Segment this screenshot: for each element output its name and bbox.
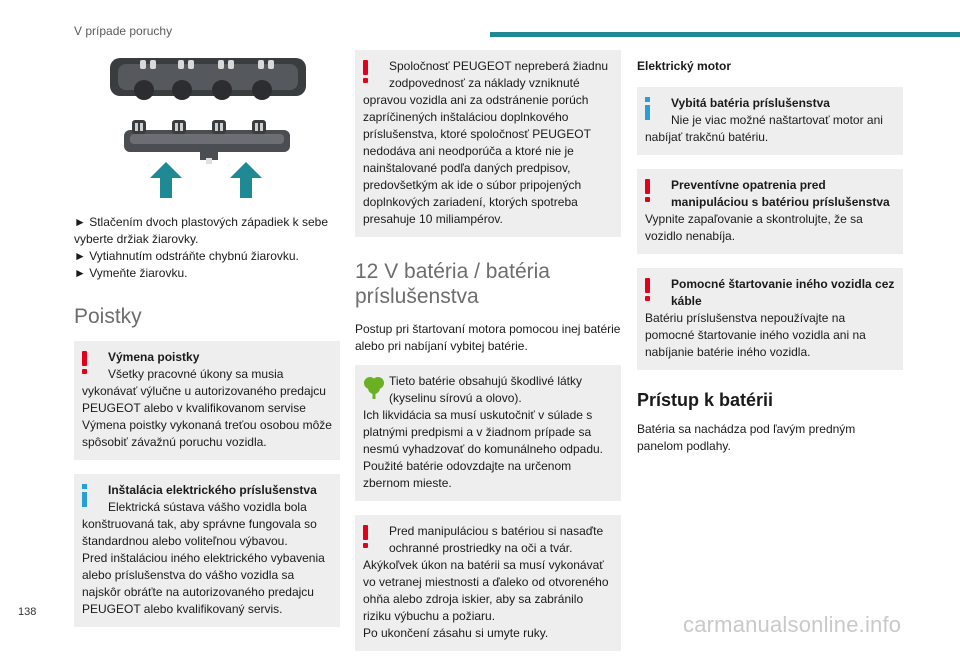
box-title: Preventívne opatrenia pred manipuláciou s batériou príslušenstva — [671, 178, 890, 209]
section-title-battery: 12 V batéria / batéria príslušenstva — [355, 260, 550, 308]
box-title: Pomocné štartovanie iného vozidla cez káble — [671, 277, 895, 308]
heading-battery-access: Prístup k batérii — [637, 390, 774, 410]
warning-icon — [645, 278, 650, 300]
step-item: ► Vymeňte žiarovku. — [74, 266, 188, 280]
box-text: Pred inštaláciou iného elektrického vybavenia alebo príslušenstva do vášho vozidla sa najskôr obráťte na autorizovaného predajcu PEUGEOT alebo kvalifikovaný servis. — [82, 551, 325, 616]
warning-icon — [645, 179, 650, 201]
environment-box-battery-disposal — [355, 365, 621, 501]
warning-box-battery-handling — [355, 515, 621, 651]
box-title: Vybitá batéria príslušenstva — [671, 96, 830, 110]
section-title-fuses: Poistky — [74, 305, 142, 328]
header-accent-bar — [490, 32, 960, 37]
header-title: V prípade poruchy — [74, 24, 173, 38]
warning-box-jump-start — [637, 268, 903, 370]
column-left — [74, 50, 340, 641]
info-icon — [645, 97, 650, 119]
section-intro: Postup pri štartovaní motora pomocou inej batérie alebo pri nabíjaní vybitej batérie. — [355, 322, 621, 353]
warning-icon — [363, 60, 368, 82]
watermark: carmanualsonline.info — [683, 612, 902, 637]
page-number: 138 — [18, 606, 37, 618]
box-title: Inštalácia elektrického príslušenstva — [108, 483, 317, 497]
warning-box-liability — [355, 50, 621, 237]
box-text: Tieto batérie obsahujú škodlivé látky (kyselinu sírovú a olovo). — [389, 374, 582, 405]
box-text: Batériu príslušenstva nepoužívajte na pomocné štartovanie iného vozidla ani na nabíjanie batérie iného vozidla. — [645, 311, 866, 359]
warning-box-precautions — [637, 169, 903, 254]
box-text: Elektrická sústava vášho vozidla bola — [108, 500, 307, 514]
warning-icon — [82, 351, 87, 373]
box-text: Pred manipuláciou s batériou si nasaďte ochranné prostriedky na oči a tvár. — [389, 524, 604, 555]
warning-icon — [363, 525, 368, 547]
box-text: vykonávať výlučne u autorizovaného predajcu PEUGEOT alebo v kvalifikovanom servise Výmena poistky vykonaná treťou osobou môže spôsobiť závažnú poruchu vozidla. — [82, 384, 332, 449]
box-text: Nie je viac možné naštartovať motor ani — [671, 113, 883, 127]
bulb-holder-illustration — [74, 50, 340, 200]
box-text: nabíjať trakčnú batériu. — [645, 130, 769, 144]
info-box-electrical-accessories — [74, 474, 340, 627]
bulb-replacement-steps — [74, 214, 340, 282]
box-text: Všetky pracovné úkony sa musia — [108, 367, 284, 381]
column-middle — [355, 50, 621, 665]
box-text: Akýkoľvek úkon na batérii sa musí vykonávať vo vetranej miestnosti a ďaleko od otvoreného ohňa alebo zdroja iskier, aby sa zabránilo riziku výbuchu a požiaru. — [363, 558, 609, 623]
info-box-discharged-battery — [637, 87, 903, 155]
box-text: Vypnite zapaľovanie a skontrolujte, že sa vozidlo nenabíja. — [645, 212, 863, 243]
box-title: Výmena poistky — [108, 350, 200, 364]
subheading-electric-motor: Elektrický motor — [637, 59, 732, 73]
box-text: Spoločnosť PEUGEOT nepreberá žiadnu zodpovednosť za náklady vzniknuté — [389, 59, 609, 90]
step-item: ► Stlačením dvoch plastových západiek k sebe vyberte držiak žiarovky. — [74, 215, 329, 246]
box-text: opravou vozidla ani za odstránenie porúch zapríčinených inštaláciou doplnkového príslušenstva, ktoré spoločnosť PEUGEOT nedodáva ani neodporúča a ktoré nie je nainštalované podľa daných predpisov, predovšetkým ak ide o súbor pripojených doplnkových zariadení, ktorých spotreba presahuje 10 miliampérov. — [363, 93, 591, 226]
column-right — [637, 50, 903, 465]
box-text: konštruovaná tak, aby správne fungovala so štandardnou alebo voliteľnou výbavou. — [82, 517, 317, 548]
battery-access-text: Batéria sa nachádza pod ľavým predným panelom podlahy. — [637, 422, 856, 453]
info-icon — [82, 484, 87, 506]
warning-box-fuse-replacement — [74, 341, 340, 460]
box-text: Ich likvidácia sa musí uskutočniť v súlade s platnými predpismi a v žiadnom prípade sa nesmú vyhadzovať do komunálneho odpadu. Použité batérie odovzdajte na určenom zbernom mieste. — [363, 408, 603, 490]
step-item: ► Vytiahnutím odstráňte chybnú žiarovku. — [74, 249, 299, 263]
environment-tree-icon — [363, 375, 385, 399]
bulb-holder-drawing — [74, 50, 340, 200]
box-text: Po ukončení zásahu si umyte ruky. — [363, 626, 549, 640]
